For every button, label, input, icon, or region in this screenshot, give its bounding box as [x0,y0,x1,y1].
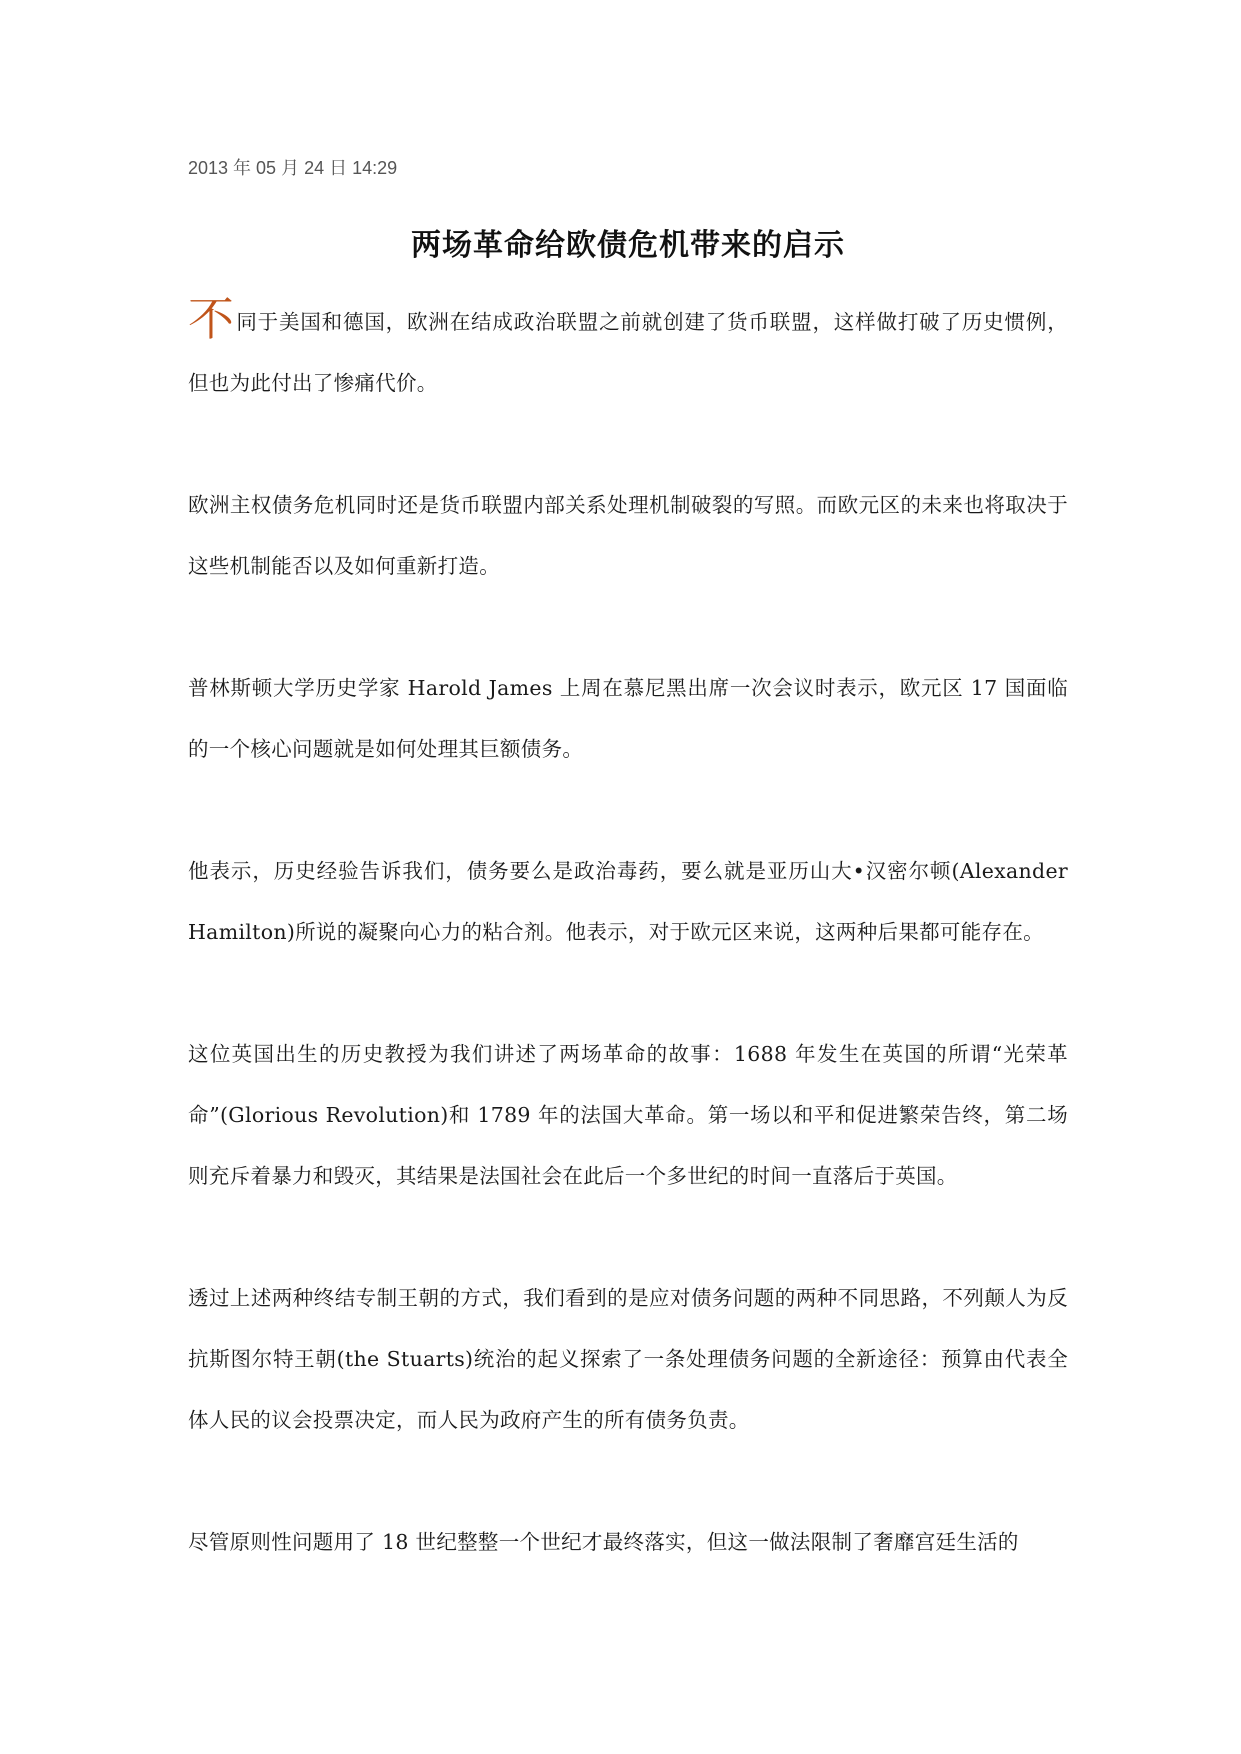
paragraph-7: 尽管原则性问题用了 18 世纪整整一个世纪才最终落实，但这一做法限制了奢靡宫廷生活的 [188,1530,1019,1554]
article-title: 两场革命给欧债危机带来的启示 [411,228,845,263]
paragraph-3: 普林斯顿大学历史学家 Harold James 上周在慕尼黑出席一次会议时表示，欧元区 17 国面临的一个核心问题就是如何处理其巨额债务。 [188,676,1068,761]
article-body [188,292,1068,1634]
paragraph-5: 这位英国出生的历史教授为我们讲述了两场革命的故事：1688 年发生在英国的所谓“光荣革命”(Glorious Revolution)和 1789 年的法国大革命。第一场以和平和促进繁荣告终，第二场则充斥着暴力和毁灭，其结果是法国社会在此后一个多世纪的时间一直落后于英国。 [188,1042,1068,1188]
paragraph-4: 他表示，历史经验告诉我们，债务要么是政治毒药，要么就是亚历山大•汉密尔顿(Alexander Hamilton)所说的凝聚向心力的粘合剂。他表示，对于欧元区来说，这两种后果都可能存在。 [188,859,1068,944]
paragraph-2: 欧洲主权债务危机同时还是货币联盟内部关系处理机制破裂的写照。而欧元区的未来也将取决于这些机制能否以及如何重新打造。 [188,493,1068,578]
drop-cap: 不 [188,292,235,346]
paragraph-6: 透过上述两种终结专制王朝的方式，我们看到的是应对债务问题的两种不同思路，不列颠人为反抗斯图尔特王朝(the Stuarts)统治的起义探索了一条处理债务问题的全新途径：预算由代表全体人民的议会投票决定，而人民为政府产生的所有债务负责。 [188,1286,1068,1432]
document-page [188,0,1068,1754]
paragraph-1 [188,292,1068,414]
paragraph-1-text: 同于美国和德国，欧洲在结成政治联盟之前就创建了货币联盟，这样做打破了历史惯例，但也为此付出了惨痛代价。 [188,310,1068,395]
publish-date: 2013 年 05 月 24 日 14:29 [188,158,398,178]
